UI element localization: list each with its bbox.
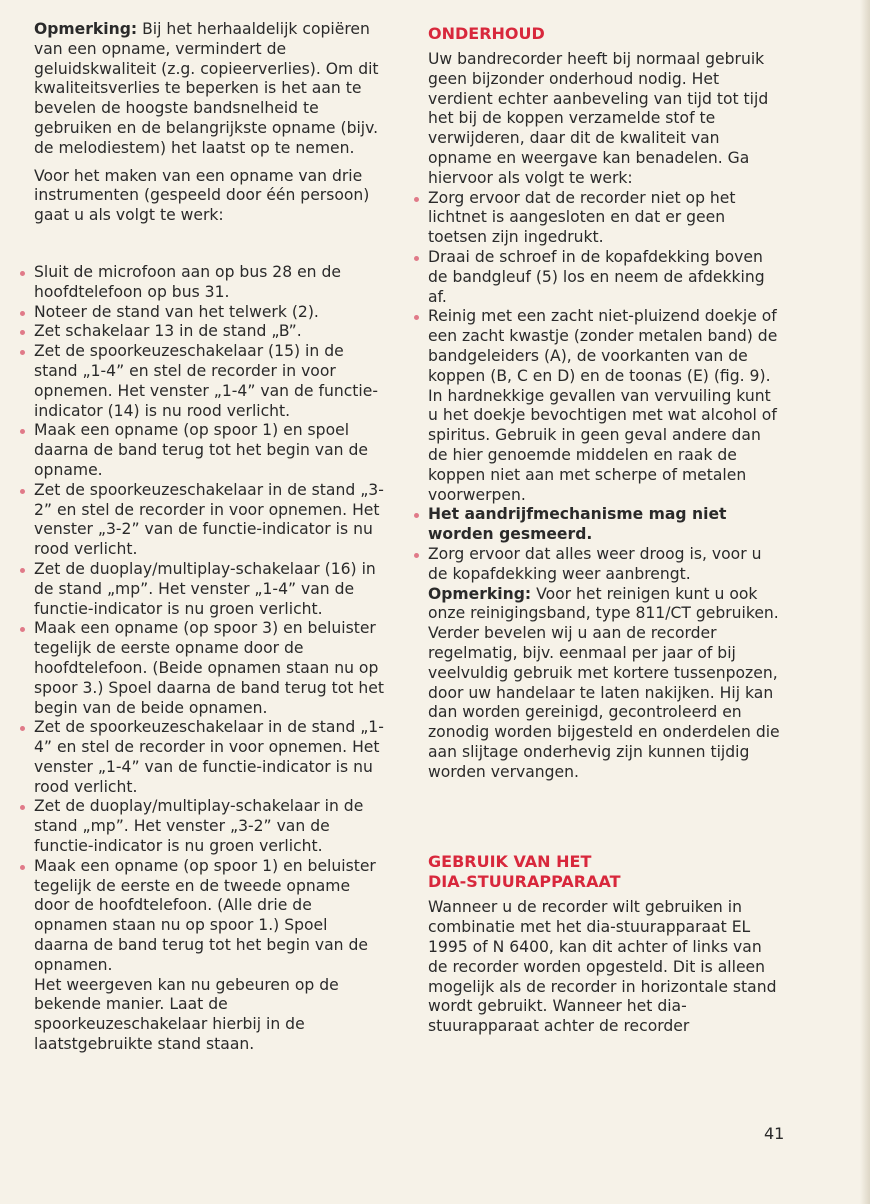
copy-note-text: Bij het herhaaldelijk copiëren van een opname, vermindert de geluidskwaliteit (z.g. copieerverlies). Om dit kwaliteitsverlies te beperken is het aan te bevelen de hoogste bandsnelheid te gebruiken en de belangrijkste opname (bijv. de melodiestem) het laatst op te nemen.: [34, 20, 379, 157]
playback-closing: Het weergeven kan nu gebeuren op de bekende manier. Laat de spoorkeuzeschakelaar hierbij in de laatstgebruikte stand staan.: [34, 975, 339, 1054]
dia-text: Wanneer u de recorder wilt gebruiken in combinatie met het dia-stuurapparaat EL 1995 of N 6400, kan dit achter of links van de recorder worden opgesteld. Dit is alleen mogelijk als de recorder in horizontale stand wordt gebruikt. Wanneer het dia-stuurapparaat achter de recorder: [428, 898, 777, 1036]
recording-step-1: Sluit de microfoon aan op bus 28 en de hoofdtelefoon op bus 31.: [34, 263, 386, 303]
lubrication-warning: Het aandrijfmechanisme mag niet worden gesmeerd.: [428, 505, 784, 545]
recording-intro: Voor het maken van een opname van drie instrumenten (gespeeld door één persoon) gaat u als volgt te werk:: [34, 166, 370, 225]
maintenance-step-3: Reinig met een zacht niet-pluizend doekje of een zacht kwastje (zonder metalen band) de bandgeleiders (A), de voorkanten van de koppen (B, C en D) en de toonas (E) (fig. 9). In hardnekkige gevallen van vervuiling kunt u het doekje bevochtigen met wat alcohol of spiritus. Gebruik in geen geval andere dan de hier genoemde middelen en raak de koppen niet aan met scherpe of metalen voorwerpen.: [428, 307, 784, 505]
recording-step-4: Zet de spoorkeuzeschakelaar (15) in de stand „1-4” en stel de recorder in voor opnemen. Het venster „1-4” van de functie-indicator (14) is nu rood verlicht.: [34, 342, 386, 421]
service-advice: Verder bevelen wij u aan de recorder regelmatig, bijv. eenmaal per jaar of bij veelvuldig gebruik met kortere tussenpozen, door uw handelaar te laten nakijken. Hij kan dan worden gereinigd, gecontroleerd en zonodig worden bijgesteld en onderdelen die aan slijtage onderhevig zijn kunnen tijdig worden vervangen.: [428, 624, 780, 781]
copy-note-paragraph: [34, 20, 386, 159]
dia-heading: [428, 852, 784, 892]
maintenance-heading: ONDERHOUD: [428, 24, 545, 43]
cleaning-tape-note: [428, 585, 784, 625]
maintenance-step-2: Draai de schroef in de kopafdekking boven de bandgleuf (5) los en neem de afdekking af.: [428, 248, 784, 307]
recording-step-9: Zet de spoorkeuzeschakelaar in de stand „1-4” en stel de recorder in voor opnemen. Het venster „1-4” van de functie-indicator is nu rood verlicht.: [34, 718, 386, 797]
dia-heading-line-1: GEBRUIK VAN HET: [428, 852, 592, 872]
left-column: [34, 20, 386, 1055]
right-column: [428, 20, 784, 1037]
recording-step-5: Maak een opname (op spoor 1) en spoel daarna de band terug tot het begin van de opname.: [34, 421, 386, 480]
recording-step-3: Zet schakelaar 13 in de stand „B”.: [34, 322, 386, 342]
maintenance-step-1: Zorg ervoor dat de recorder niet op het lichtnet is aangesloten en dat er geen toetsen zijn ingedrukt.: [428, 189, 784, 248]
recording-step-10: Zet de duoplay/multiplay-schakelaar in de stand „mp”. Het venster „3-2” van de functie-indicator is nu groen verlicht.: [34, 797, 386, 856]
recording-step-11: Maak een opname (op spoor 1) en beluister tegelijk de eerste en de tweede opname door de hoofdtelefoon. (Alle drie de opnamen staan nu op spoor 1.) Spoel daarna de band terug tot het begin van de opnamen.: [34, 857, 386, 976]
recording-step-7: Zet de duoplay/multiplay-schakelaar (16) in de stand „mp”. Het venster „1-4” van de functie-indicator is nu groen verlicht.: [34, 560, 386, 619]
maintenance-step-dry: Zorg ervoor dat alles weer droog is, voor u de kopafdekking weer aanbrengt.: [428, 545, 784, 585]
cleaning-note-label: Opmerking:: [428, 584, 532, 603]
maintenance-intro: Uw bandrecorder heeft bij normaal gebruik geen bijzonder onderhoud nodig. Het verdient echter aanbeveling van tijd tot tijd het bij de koppen verzamelde stof te verwijderen, daar dit de kwaliteit van opname en weergave kan benadelen. Ga hiervoor als volgt te werk:: [428, 50, 769, 187]
page-edge-shadow: [860, 0, 870, 1204]
recording-steps-list: [34, 263, 386, 976]
cleaning-note-text: Voor het reinigen kunt u ook onze reinigingsband, type 811/CT gebruiken.: [428, 584, 779, 623]
dia-heading-line-2: DIA-STUURAPPARAAT: [428, 872, 621, 892]
recording-step-6: Zet de spoorkeuzeschakelaar in de stand „3-2” en stel de recorder in voor opnemen. Het venster „3-2” van de functie-indicator is nu rood verlicht.: [34, 481, 386, 560]
page-number: 41: [764, 1124, 785, 1143]
recording-step-2: Noteer de stand van het telwerk (2).: [34, 303, 386, 323]
maintenance-steps-list: [428, 189, 784, 585]
recording-step-8: Maak een opname (op spoor 3) en beluister tegelijk de eerste opname door de hoofdtelefoon. (Beide opnamen staan nu op spoor 3.) Spoel daarna de band terug tot het begin van de beide opnamen.: [34, 619, 386, 718]
copy-note-label: Opmerking:: [34, 20, 138, 38]
